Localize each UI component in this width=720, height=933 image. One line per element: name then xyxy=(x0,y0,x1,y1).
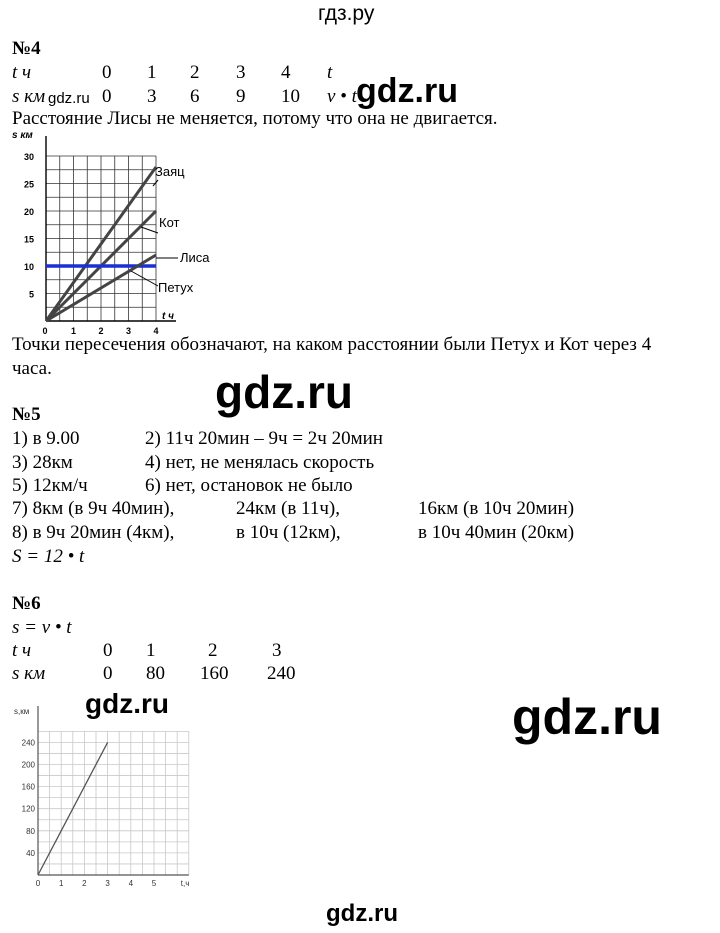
y-tick-label: 10 xyxy=(23,262,34,272)
task5-answer: в 10ч 40мин (20км) xyxy=(418,522,575,543)
x-axis-label: t,ч xyxy=(180,879,190,888)
task4-s-cell: 10 xyxy=(281,86,300,107)
y-tick-label: 120 xyxy=(21,804,35,814)
task4-t-cell: 1 xyxy=(147,62,157,83)
x-tick-label: 2 xyxy=(82,879,87,888)
task5-answer: 5) 12км/ч xyxy=(12,475,88,496)
y-axis-label: s,км xyxy=(14,707,30,716)
task6-s-cell: 0 xyxy=(103,663,113,684)
task4-t-label: t ч xyxy=(12,62,32,83)
task6-t-cell: 2 xyxy=(208,640,218,661)
watermark: gdz.ru xyxy=(215,366,353,418)
task5-answer: 1) в 9.00 xyxy=(12,428,80,449)
x-tick-label: 3 xyxy=(125,326,132,335)
y-tick-label: 15 xyxy=(23,234,34,245)
task5-answer: 7) 8км (в 9ч 40мин), xyxy=(12,498,175,519)
x-tick-label: 5 xyxy=(151,879,157,888)
task4-s-label: s км xyxy=(12,86,46,107)
task6-s-cell: 240 xyxy=(267,663,296,684)
watermark: gdz.ru xyxy=(512,689,662,745)
y-tick-label: 80 xyxy=(26,826,35,836)
x-tick-label: 1 xyxy=(58,879,64,888)
label-pointer xyxy=(153,180,158,186)
y-tick-label: 20 xyxy=(23,207,34,217)
x-tick-label: 0 xyxy=(42,326,48,335)
y-tick-label: 200 xyxy=(21,760,35,770)
x-tick-label: 0 xyxy=(35,879,41,888)
y-tick-label: 160 xyxy=(21,782,35,792)
task5-answer: в 10ч (12км), xyxy=(236,522,341,543)
task6-formula: s = v • t xyxy=(12,617,72,638)
task4-t-cell: 0 xyxy=(102,62,112,83)
x-axis-label: t ч xyxy=(162,311,174,322)
watermark: gdz.ru xyxy=(85,688,169,719)
watermark: gdz.ru xyxy=(356,72,458,110)
task5-answer: 3) 28км xyxy=(12,452,73,473)
task6-t-cell: 1 xyxy=(146,640,156,661)
y-tick-label: 240 xyxy=(21,738,35,748)
task5-answer: 8) в 9ч 20мин (4км), xyxy=(12,522,175,543)
series-label: Заяц xyxy=(155,164,185,179)
x-tick-label: 3 xyxy=(105,879,110,888)
task4-s-cell: v • t xyxy=(327,86,357,107)
task4-chart xyxy=(8,130,248,335)
task4-t-cell: 3 xyxy=(236,62,246,83)
label-pointer xyxy=(131,271,158,286)
task5-answer: 24км (в 11ч), xyxy=(236,498,340,519)
task5-answer: 4) нет, не менялась скорость xyxy=(145,452,375,473)
task6-s-cell: 80 xyxy=(146,663,165,684)
task5-number: №5 xyxy=(12,404,41,425)
task4-number: №4 xyxy=(12,38,41,59)
task5-formula: S = 12 • t xyxy=(12,546,85,567)
task4-t-cell: 2 xyxy=(190,62,200,83)
task4-conclusion: часа. xyxy=(12,358,52,379)
task4-s-cell: 6 xyxy=(190,86,200,107)
task4-conclusion: Точки пересечения обозначают, на каком расстоянии были Петух и Кот через 4 xyxy=(12,334,652,355)
task6-chart xyxy=(6,700,196,895)
task4-s-cell: 3 xyxy=(147,86,157,107)
task4-s-cell: 0 xyxy=(102,86,112,107)
label-pointer xyxy=(141,227,158,233)
series-label: Кот xyxy=(159,215,180,230)
task6-s-label: s км xyxy=(12,663,46,684)
task4-t-cell: 4 xyxy=(281,62,291,83)
task6-t-cell: 3 xyxy=(272,640,282,661)
site-header: гдз.ру xyxy=(318,2,375,25)
task4-s-cell: 9 xyxy=(236,86,246,107)
task4-t-cell: t xyxy=(327,62,333,83)
y-tick-label: 25 xyxy=(23,179,34,190)
task5-answer: 2) 11ч 20мин – 9ч = 2ч 20мин xyxy=(145,428,383,449)
y-tick-label: 5 xyxy=(28,289,34,300)
series-label: Лиса xyxy=(180,250,210,265)
task6-t-cell: 0 xyxy=(103,640,113,661)
task6-t-label: t ч xyxy=(12,640,32,661)
x-tick-label: 4 xyxy=(128,879,134,888)
x-tick-label: 1 xyxy=(70,326,77,335)
x-tick-label: 2 xyxy=(98,326,104,335)
task6-number: №6 xyxy=(12,593,41,614)
task4-note: Расстояние Лисы не меняется, потому что она не двигается. xyxy=(12,108,498,129)
series-label: Петух xyxy=(158,280,194,295)
task6-s-cell: 160 xyxy=(200,663,229,684)
watermark: gdz.ru xyxy=(326,900,398,927)
task5-answer: 6) нет, остановок не было xyxy=(145,475,353,496)
y-axis-label: s км xyxy=(12,130,33,141)
task5-answer: 16км (в 10ч 20мин) xyxy=(418,498,575,519)
y-tick-label: 30 xyxy=(23,152,34,162)
y-tick-label: 40 xyxy=(26,848,35,858)
watermark: gdz.ru xyxy=(48,90,90,107)
x-tick-label: 4 xyxy=(153,326,159,335)
